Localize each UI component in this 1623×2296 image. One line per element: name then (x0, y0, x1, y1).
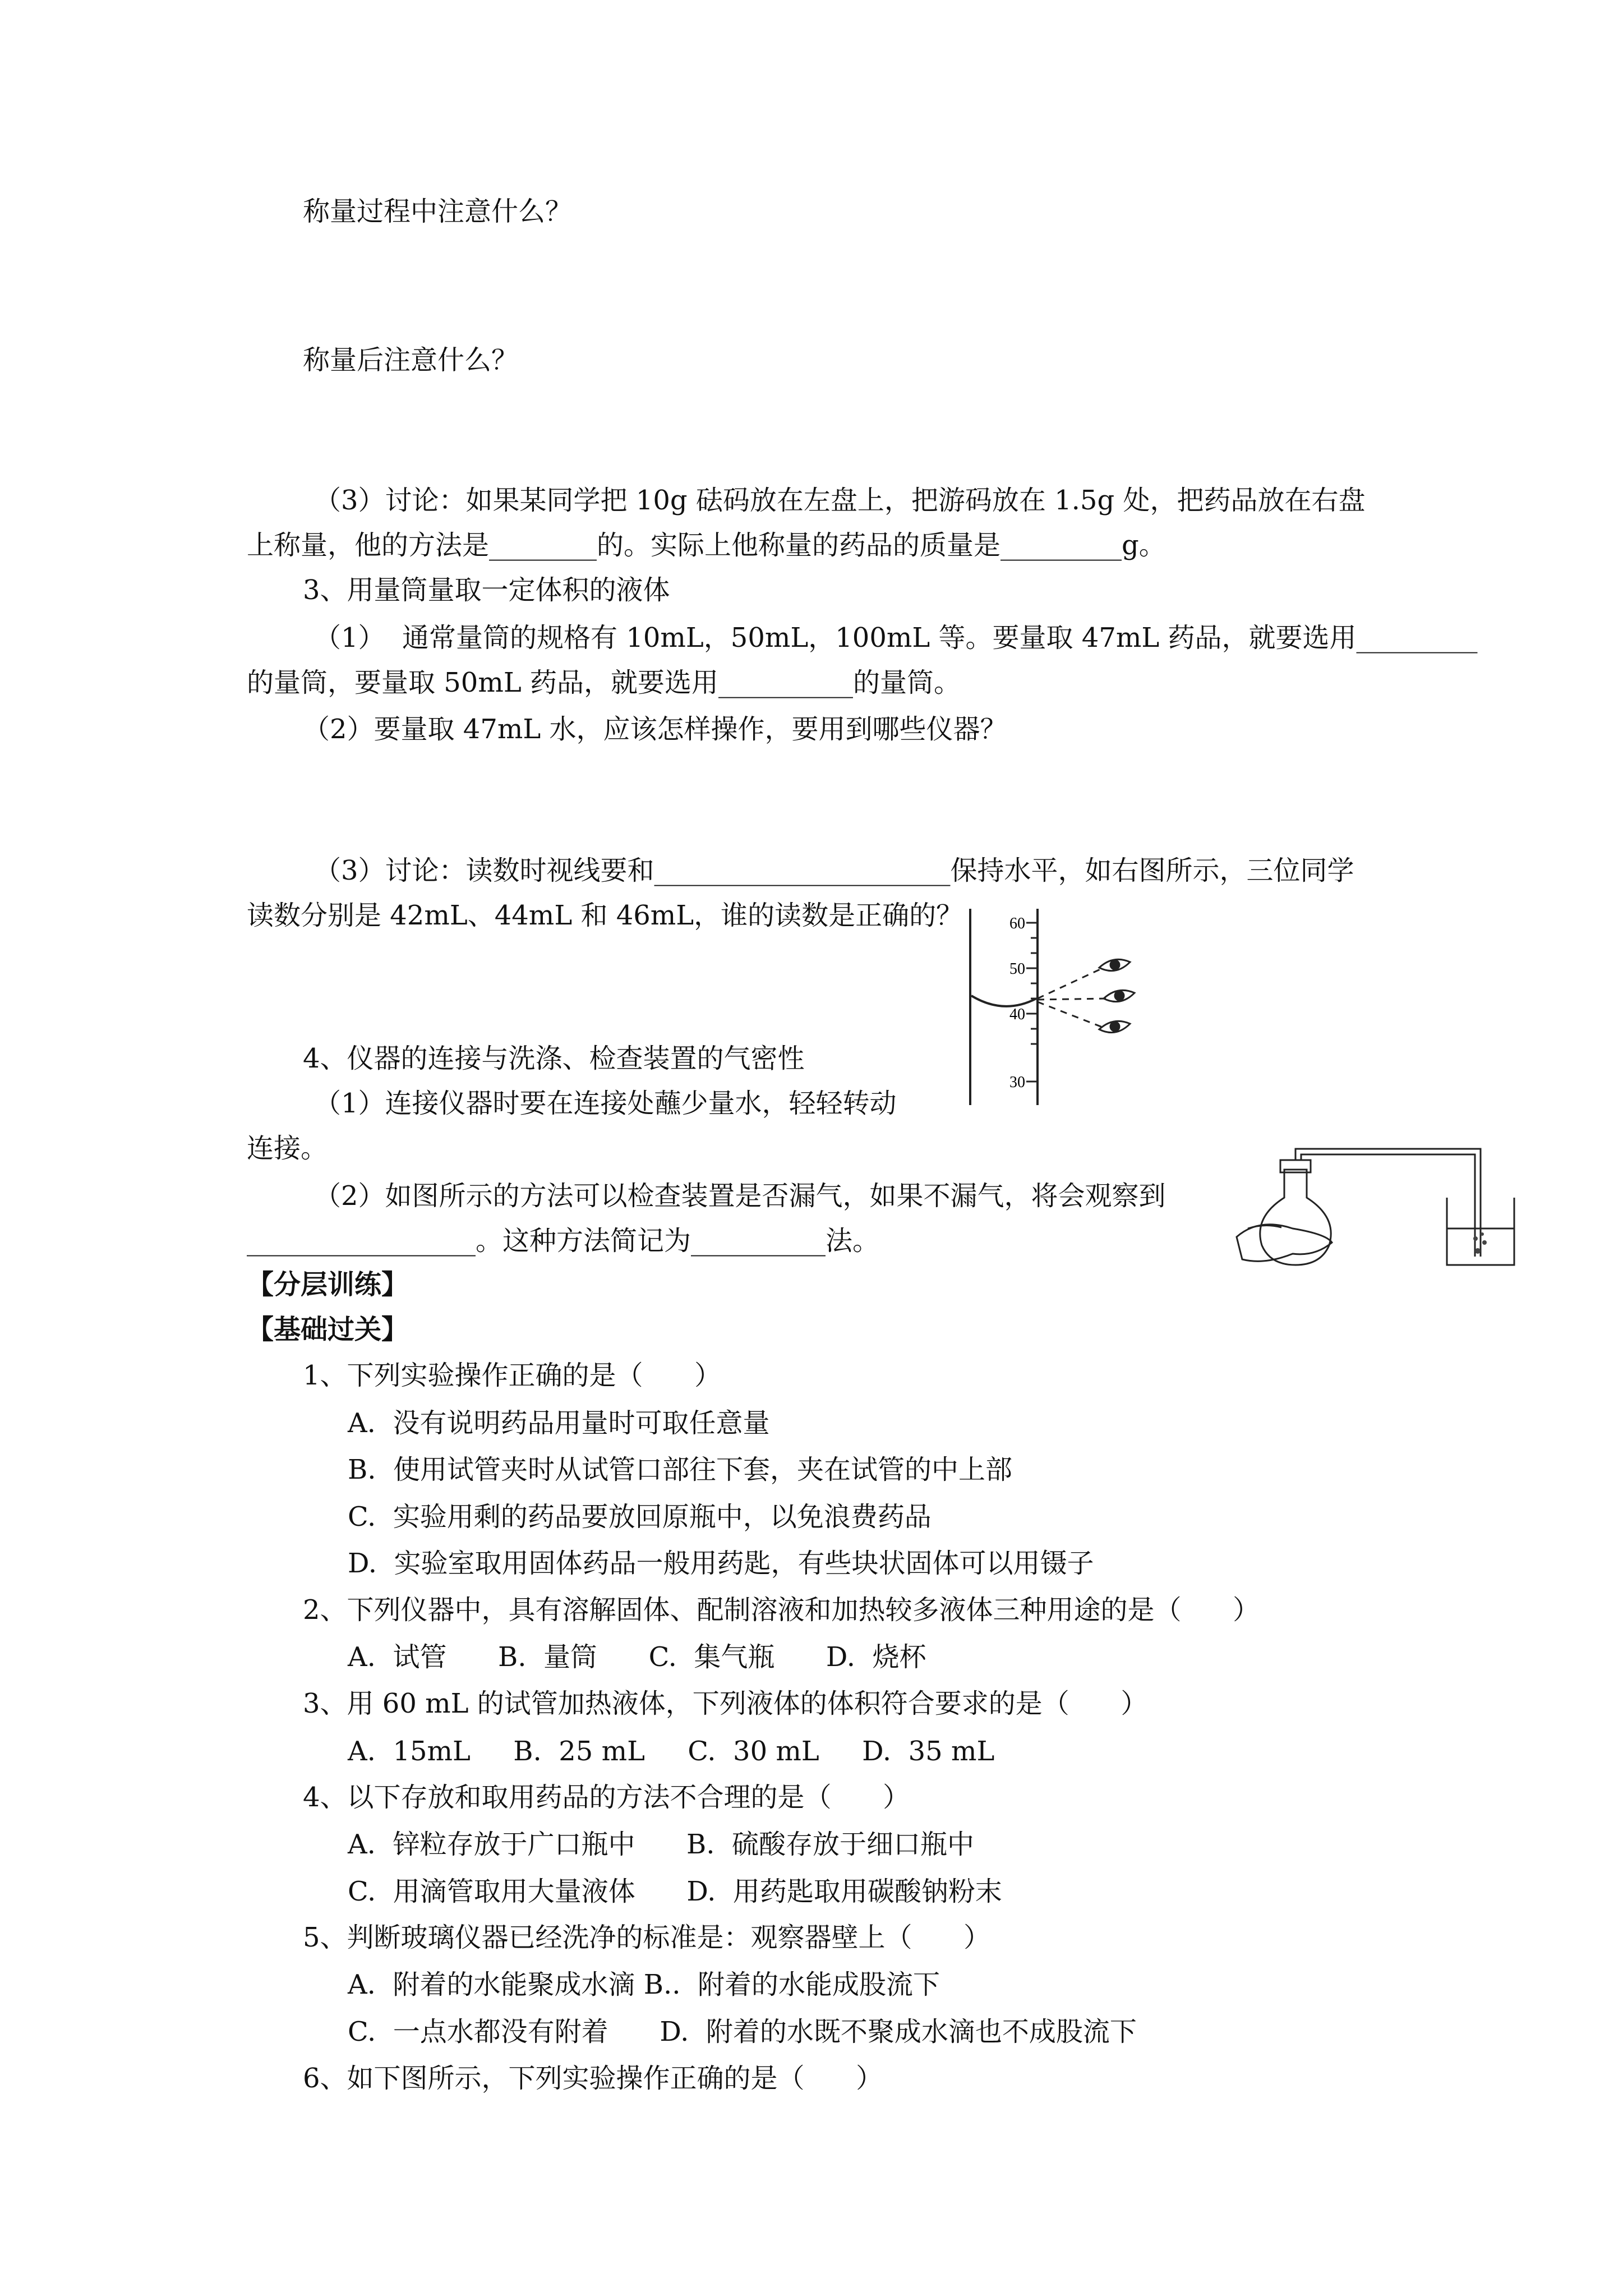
question-1-option-d: D. 实验室取用固体药品一般用药匙，有些块状固体可以用镊子 (348, 1548, 1094, 1579)
question-4-options-cd: C. 用滴管取用大量液体 D. 用药匙取用碳酸钠粉末 (348, 1876, 1002, 1907)
section-3-item-1-line-1: （1） 通常量筒的规格有 10mL，50mL，100mL 等。要量取 47mL 药品，就要选用_________ (314, 622, 1478, 654)
question-1: 1、下列实验操作正确的是（ ） (303, 1360, 722, 1391)
section-4-item-1-line-2: 连接。 (247, 1133, 328, 1164)
tick-label-30: 30 (1009, 1074, 1025, 1091)
question-3: 3、用 60 mL 的试管加热液体，下列液体的体积符合要求的是（ ） (303, 1688, 1148, 1719)
airtightness-check-figure (1231, 1144, 1545, 1273)
question-6: 6、如下图所示，下列实验操作正确的是（ ） (303, 2063, 883, 2094)
eye-icon-top (1099, 959, 1130, 970)
tick-label-50: 50 (1009, 960, 1025, 978)
discussion-3-line-2: 上称量，他的方法是________的。实际上他称量的药品的质量是_________g。 (247, 530, 1166, 561)
section-3-title: 3、用量筒量取一定体积的液体 (303, 574, 670, 606)
question-1-option-b: B. 使用试管夹时从试管口部往下套，夹在试管的中上部 (348, 1454, 1013, 1485)
tick-label-60: 60 (1009, 915, 1025, 932)
section-4-item-2-line-2: _________________。这种方法简记为__________法。 (247, 1225, 880, 1257)
delivery-tube (1295, 1149, 1481, 1257)
graduated-cylinder-reading-figure (953, 903, 1144, 1111)
question-5: 5、判断玻璃仪器已经洗净的标准是：观察器壁上（ ） (303, 1922, 991, 1953)
question-after-weighing: 称量后注意什么？ (303, 344, 519, 376)
heading-layered-training: 【分层训练】 (247, 1269, 409, 1300)
question-4-options-ab: A. 锌粒存放于广口瓶中 B. 硫酸存放于细口瓶中 (348, 1829, 975, 1860)
eye-icon-middle (1104, 990, 1135, 1001)
question-2-options: A. 试管 B. 量筒 C. 集气瓶 D. 烧杯 (348, 1641, 926, 1673)
question-5-options-cd: C. 一点水都没有附着 D. 附着的水既不聚成水滴也不成股流下 (348, 2016, 1137, 2047)
section-4-title: 4、仪器的连接与洗涤、检查装置的气密性 (303, 1043, 805, 1074)
section-3-item-2: （2）要量取 47mL 水，应该怎样操作，要用到哪些仪器？ (303, 714, 1007, 745)
section-4-item-1-line-1: （1）连接仪器时要在连接处蘸少量水，轻轻转动 (314, 1088, 897, 1119)
question-4: 4、以下存放和取用药品的方法不合理的是（ ） (303, 1782, 910, 1813)
heading-basic-level: 【基础过关】 (247, 1314, 409, 1345)
question-1-option-a: A. 没有说明药品用量时可取任意量 (348, 1407, 770, 1439)
discussion-3-line-1: （3）讨论：如果某同学把 10g 砝码放在左盘上，把游码放在 1.5g 处，把药品放在右盘 (314, 485, 1366, 516)
section-3-item-3-line-1: （3）讨论：读数时视线要和______________________保持水平，如右图所示，三位同学 (314, 855, 1354, 886)
question-during-weighing: 称量过程中注意什么？ (303, 196, 573, 227)
section-3-item-3-line-2: 读数分别是 42mL、44mL 和 46mL，谁的读数是正确的？ (247, 900, 963, 931)
hand (1237, 1225, 1332, 1262)
section-4-item-2-line-1: （2）如图所示的方法可以检查装置是否漏气，如果不漏气，将会观察到 (314, 1180, 1166, 1212)
question-3-options: A. 15mL B. 25 mL C. 30 mL D. 35 mL (348, 1736, 995, 1767)
section-3-item-1-line-2: 的量筒，要量取 50mL 药品，就要选用__________的量筒。 (247, 667, 961, 698)
question-2: 2、下列仪器中，具有溶解固体、配制溶液和加热较多液体三种用途的是（ ） (303, 1594, 1260, 1626)
eye-icon-bottom (1099, 1021, 1130, 1032)
question-1-option-c: C. 实验用剩的药品要放回原瓶中，以免浪费药品 (348, 1501, 932, 1533)
question-5-options-ab: A. 附着的水能聚成水滴 B.. 附着的水能成股流下 (348, 1969, 940, 2000)
meniscus (971, 996, 1036, 1006)
tick-label-40: 40 (1009, 1006, 1025, 1023)
